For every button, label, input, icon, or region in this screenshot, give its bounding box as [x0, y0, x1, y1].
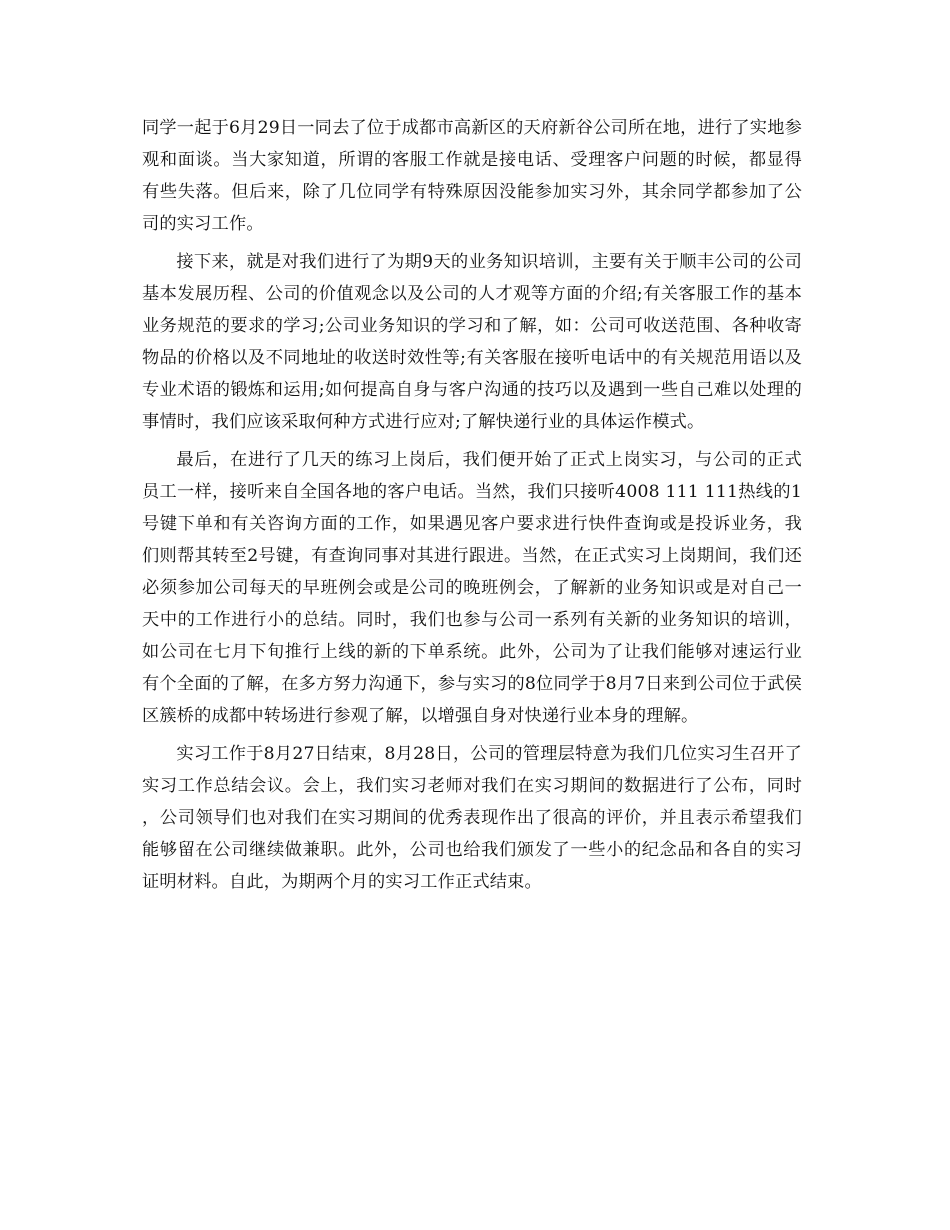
paragraph-training: 接下来，就是对我们进行了为期9天的业务知识培训，主要有关于顺丰公司的公司基本发展历程、公司的价值观念以及公司的人才观等方面的介绍;有关客服工作的基本业务规范的要求的学习;公司业务知识的学习和了解，如：公司可收送范围、各种收寄物品的价格以及不同地址的收送时效性等;有关客服在接听电话中的有关规范用语以及专业术语的锻炼和运用;如何提高自身与客户沟通的技巧以及遇到一些自己难以处理的事情时，我们应该采取何种方式进行应对;了解快递行业的具体运作模式。	[142, 252, 802, 432]
paragraph-internship-work: 最后，在进行了几天的练习上岗后，我们便开始了正式上岗实习，与公司的正式员工一样，接听来自全国各地的客户电话。当然，我们只接听4008 111 111热线的1号键下单和有关咨询方面的工作，如果遇见客户要求进行快件查询或是投诉业务，我们则帮其转至2号键，有查询同事对其进行跟进。当然，在正式实习上岗期间，我们还必须参加公司每天的早班例会或是公司的晚班例会，了解新的业务知识或是对自己一天中的工作进行小的总结。同时，我们也参与公司一系列有关新的业务知识的培训，如公司在七月下旬推行上线的新的下单系统。此外，公司为了让我们能够对速运行业有个全面的了解，在多方努力沟通下，参与实习的8位同学于8月7日来到公司位于武侯区簇桥的成都中转场进行参观了解，以增强自身对快递行业本身的理解。	[142, 450, 802, 726]
paragraph-continuation: 同学一起于6月29日一同去了位于成都市高新区的天府新谷公司所在地，进行了实地参观和面谈。当大家知道，所谓的客服工作就是接电话、受理客户问题的时候，都显得有些失落。但后来，除了几位同学有特殊原因没能参加实习外，其余同学都参加了公司的实习工作。	[142, 118, 802, 234]
paragraph-conclusion: 实习工作于8月27日结束，8月28日，公司的管理层特意为我们几位实习生召开了实习工作总结会议。会上，我们实习老师对我们在实习期间的数据进行了公布，同时，公司领导们也对我们在实习期间的优秀表现作出了很高的评价，并且表示希望我们能够留在公司继续做兼职。此外，公司也给我们颁发了一些小的纪念品和各自的实习证明材料。自此，为期两个月的实习工作正式结束。	[142, 744, 802, 892]
document-body	[142, 112, 802, 904]
